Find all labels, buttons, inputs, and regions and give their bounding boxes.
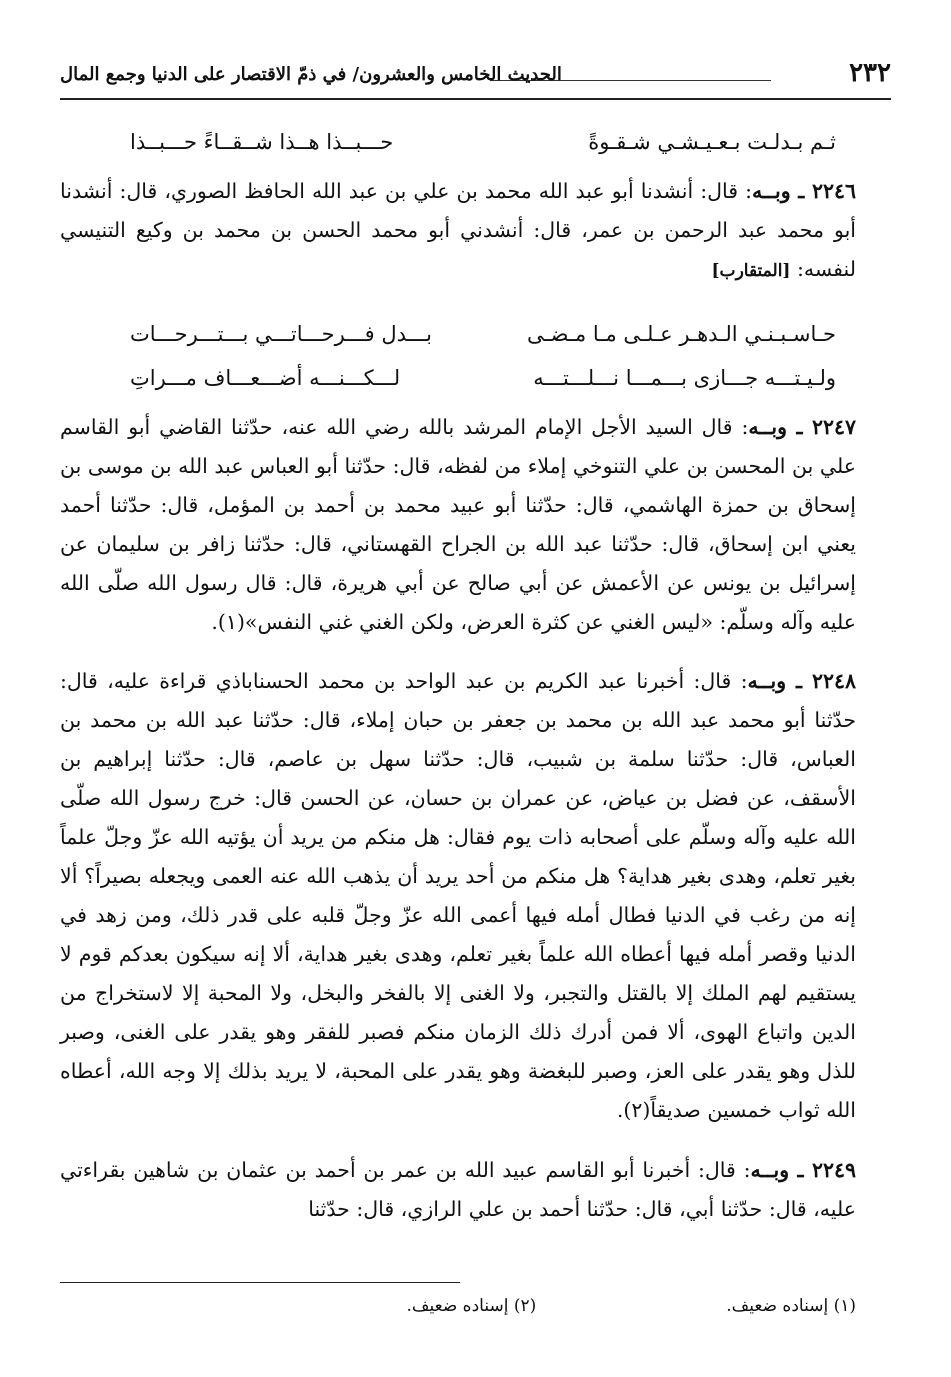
footnote-1: (١) إسناده ضعيف.	[726, 1296, 856, 1316]
poetic-meter: [المتقارب]	[711, 261, 791, 281]
footnotes	[60, 1296, 856, 1316]
footnote-2: (٢) إسناده ضعيف.	[406, 1296, 537, 1316]
running-title: الحديث الخامس والعشرون/ في ذمّ الاقتصار على الدنيا وجمع المال	[60, 64, 562, 85]
hadith-number: ٢٢٤٨ ـ وبــه	[747, 669, 857, 693]
verse-line	[60, 356, 856, 400]
hadith-text: : قال: أنشدنا أبو عبد الله محمد بن علي بن عبد الله الحافظ الصوري، قال: أنشدنا أبو محمد عبد الرحمن بن عمر، قال: أنشدني أبو محمد الحسن بن محمد بن وكيع التنيسي لنفسه:	[60, 179, 856, 281]
page-number: ٢٣٢	[849, 58, 891, 88]
verse-line	[60, 312, 856, 356]
page-header	[60, 56, 891, 100]
verse-hemistich-left: لـــكـــنـــه أضـــعـــاف مـــراتِ	[130, 365, 401, 390]
verse-hemistich-right: ولـيـتـــه جـــازى بـــمـــا نـــلـــتـــه	[533, 365, 836, 390]
hadith-2247	[60, 408, 856, 642]
page-body	[60, 120, 856, 1249]
hadith-2246	[60, 172, 856, 291]
hadith-2248	[60, 662, 856, 1130]
hadith-number: ٢٢٤٩ ـ وبــه	[750, 1157, 857, 1182]
hadith-text: : قال السيد الأجل الإمام المرشد بالله رضي الله عنه، حدّثنا القاضي أبو القاسم علي بن المحسن بن علي التنوخي إملاء من لفظه، قال: حدّثنا أبو العباس عبد الله بن موسى بن إسحاق بن حمزة الهاشمي، قال: حدّثنا أبو عبيد محمد بن أحمد بن المؤمل، قال: حدّثنا أحمد يعني ابن إسحاق، قال: حدّثنا عبد الله بن الجراح القهستاني، قال: حدّثنا زافر بن سليمان عن إسرائيل بن يونس عن الأعمش عن أبي صالح عن أبي هريرة، قال: قال رسول الله صلّى الله عليه وآله وسلّم: «ليس الغني عن كثرة العرض، ولكن الغني غني النفس»(١).	[60, 414, 856, 634]
verse-hemistich-right: حـاسـبـنـي الـدهـر عـلـى مـا مـضـى	[526, 321, 836, 346]
hadith-2249	[60, 1151, 856, 1229]
verse-line	[60, 120, 856, 164]
hadith-number: ٢٢٤٧ ـ وبــه	[748, 414, 856, 439]
hadith-text: : قال: أخبرنا أبو القاسم عبيد الله بن عمر بن أحمد بن عثمان بن شاهين بقراءتي عليه، قال: حدّثنا أبي، قال: حدّثنا أحمد بن علي الرازي، قال: حدّثنا	[60, 1157, 856, 1221]
hadith-number: ٢٢٤٦ ـ وبــه	[752, 179, 856, 203]
hadith-text: : قال: أخبرنا عبد الكريم بن عبد الواحد بن محمد الحسناباذي قراءة عليه، قال: حدّثنا أبو محمد عبد الله بن محمد بن جعفر بن حبان إملاء، قال: حدّثنا عبد الله بن محمد بن العباس، قال: حدّثنا سلمة بن شبيب، قال: حدّثنا سهل بن عاصم، قال: حدّثنا إبراهيم بن الأسقف، عن فضل بن عياض، عن عمران بن حسان، عن الحسن قال: خرج رسول الله صلّى الله عليه وآله وسلّم على أصحابه ذات يوم فقال: هل منكم من يريد أن يؤتيه الله عزّ وجلّ علماً بغير تعلم، وهدى بغير هداية؟ هل منكم من أحد يريد أن يذهب الله عنه العمى ويجعله بصيراً؟ ألا إنه من رغب في الدنيا فطال أمله فيها أعمى الله عزّ وجلّ قلبه على قدر ذلك، ومن زهد في الدنيا وقصر أمله فيها أعطاه الله علماً بغير تعلم، وهدى بغير هداية، ألا إنه سيكون بعدكم قوم لا يستقيم لهم الملك إلا بالقتل والتجبر، ولا الغنى إلا بالفخر والبخل، ولا المحبة إلا لاستخراج من الدين واتباع الهوى، ألا فمن أدرك ذلك الزمان منكم فصبر للفقر وهو يقدر على الغنى، وصبر للذل وهو يقدر على العز، وصبر للبغضة وهو يقدر على المحبة، لا يريد بذلك إلا وجه الله، أعطاه الله ثواب خمسين صديقاً(٢).	[60, 669, 856, 1122]
verse-hemistich-right: ثـم بـدلـت بـعـيـشـي شـقـوةً	[588, 130, 836, 154]
footnote-rule	[60, 1282, 460, 1283]
verse-hemistich-left: حـــبــذا هــذا شــقــاءً حـــبــذا	[130, 130, 394, 154]
verse-hemistich-left: بـــدل فـــرحـــاتـــي بـــتـــرحـــات	[130, 321, 432, 346]
